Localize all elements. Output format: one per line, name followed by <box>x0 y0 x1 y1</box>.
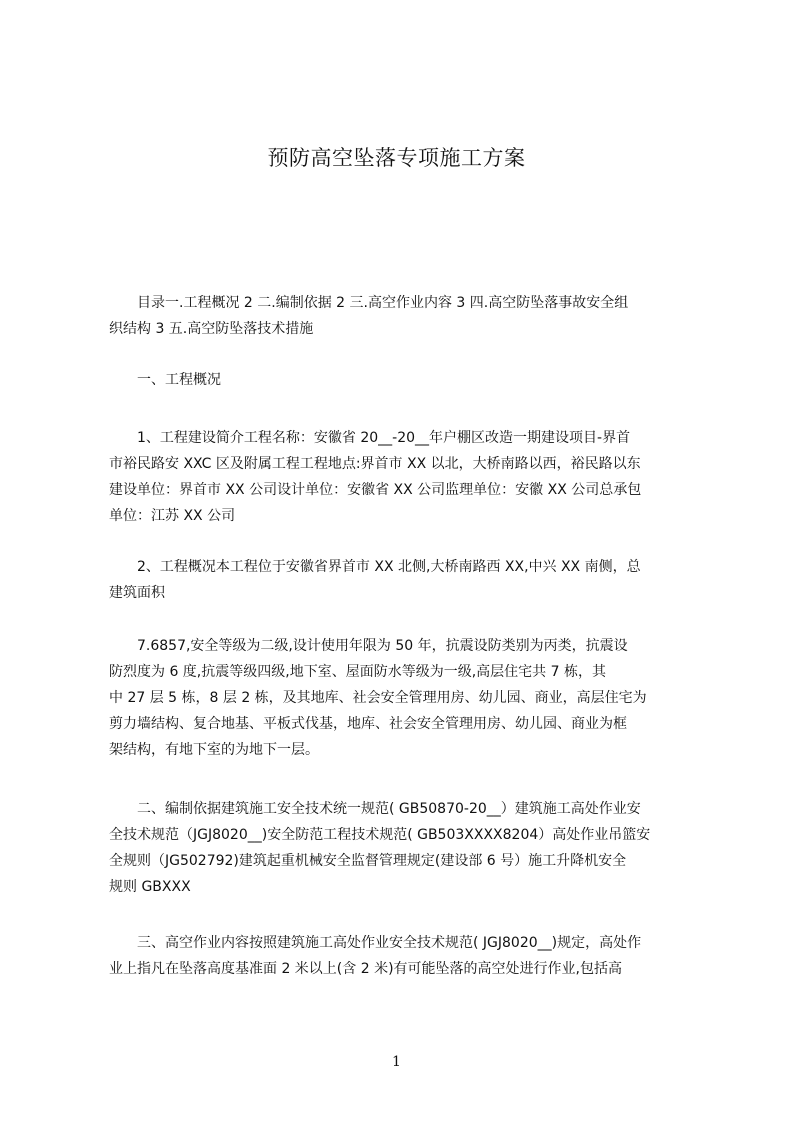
paragraph-line: 二、编制依据建筑施工安全技术统一规范( GB50870-20__）建筑施工高处作业安 <box>109 801 641 817</box>
paragraph-line: 单位：江苏 XX 公司 <box>109 508 236 524</box>
paragraph-project-intro <box>109 425 703 529</box>
paragraph-line: 架结构，有地下室的为地下一层。 <box>109 742 319 758</box>
paragraph-line: 织结构 3 五.高空防坠落技术措施 <box>109 321 314 337</box>
page-number: 1 <box>392 1054 401 1070</box>
paragraph-line: 规则 GBXXX <box>109 879 191 895</box>
document-title: 预防高空坠落专项施工方案 <box>267 146 526 170</box>
paragraph-compilation-basis <box>109 796 703 900</box>
paragraph-line: 三、高空作业内容按照建筑施工高处作业安全技术规范( JGJ8020__)规定，高处作 <box>109 935 642 951</box>
paragraph-line: 全规则（JG502792)建筑起重机械安全监督管理规定(建设部 6 号）施工升降机安全 <box>109 853 627 869</box>
paragraph-line: 2、工程概况本工程位于安徽省界首市 XX 北侧,大桥南路西 XX,中兴 XX 南侧，总 <box>109 559 641 575</box>
paragraph-line: 建筑面积 <box>109 585 165 601</box>
paragraph-line: 一、工程概况 <box>109 372 221 388</box>
paragraph-line: 全技术规范（JGJ8020__)安全防范工程技术规范( GB503XXXX8204）高处作业吊篮安 <box>109 827 651 843</box>
paragraph-toc <box>109 290 703 342</box>
paragraph-line: 7.6857,安全等级为二级,设计使用年限为 50 年，抗震设防类别为丙类，抗震设 <box>109 638 628 654</box>
paragraph-line: 目录一.工程概况 2 二.编制依据 2 三.高空作业内容 3 四.高空防坠落事故安全组 <box>109 295 629 311</box>
paragraph-line: 业上指凡在坠落高度基准面 2 米以上(含 2 米)有可能坠落的高空处进行作业,包括高 <box>109 961 622 977</box>
paragraph-line: 中 27 层 5 栋，8 层 2 栋，及其地库、社会安全管理用房、幼儿园、商业，高层住宅为 <box>109 690 647 706</box>
paragraph-line: 1、工程建设简介工程名称：安徽省 20__-20__年户棚区改造一期建设项目-界首 <box>109 430 631 446</box>
heading-project-overview <box>109 367 703 393</box>
paragraph-line: 剪力墙结构、复合地基、平板式伐基，地库、社会安全管理用房、幼儿园、商业为框 <box>109 716 627 732</box>
paragraph-project-summary <box>109 554 703 606</box>
paragraph-line: 防烈度为 6 度,抗震等级四级,地下室、屋面防水等级为一级,高层住宅共 7 栋，其 <box>109 664 606 680</box>
paragraph-line: 市裕民路安 XXC 区及附属工程工程地点:界首市 XX 以北，大桥南路以西，裕民路以东 <box>109 456 641 472</box>
paragraph-high-work-content <box>109 930 703 982</box>
paragraph-project-details <box>109 633 703 763</box>
paragraph-line: 建设单位：界首市 XX 公司设计单位：安徽省 XX 公司监理单位：安徽 XX 公司总承包 <box>109 482 642 498</box>
